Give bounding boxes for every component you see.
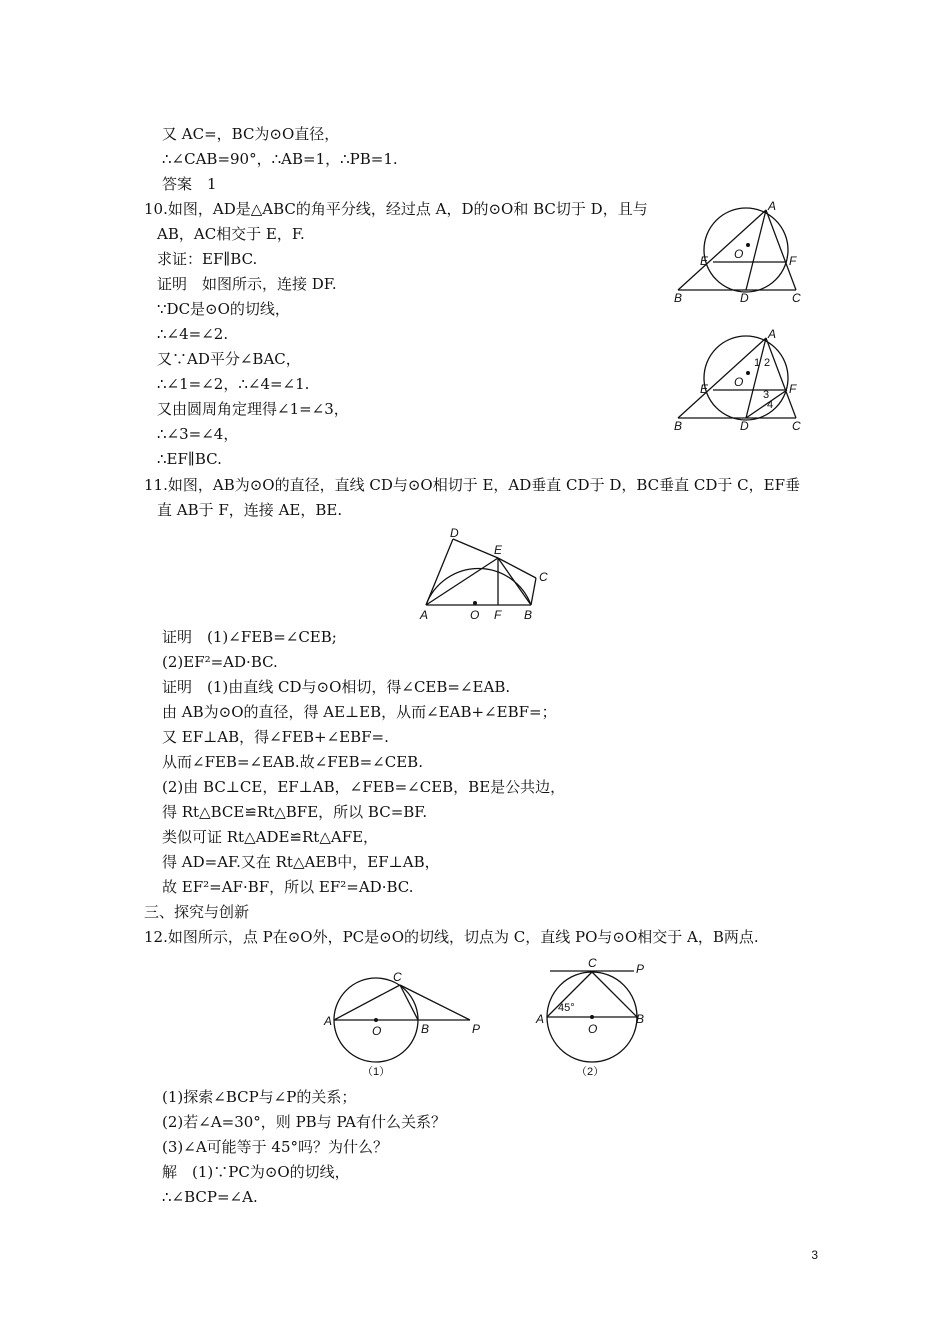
svg-text:1: 1 [754, 357, 761, 369]
svg-text:C: C [792, 419, 801, 433]
page-number: 3 [811, 1248, 818, 1262]
svg-text:（1）: （1） [362, 1066, 391, 1078]
text-line: ∴∠BCP=∠A. [162, 1188, 258, 1206]
figure-10-b [670, 326, 810, 436]
text-line: ∴∠1=∠2，∴∠4=∠1. [157, 375, 310, 393]
text-line: 从而∠FEB=∠EAB.故∠FEB=∠CEB. [162, 753, 423, 771]
svg-text:2: 2 [764, 357, 771, 369]
svg-text:E: E [494, 543, 503, 557]
text-line: 求证：EF∥BC. [157, 250, 258, 268]
text-line: 直 AB于 F，连接 AE，BE. [157, 501, 343, 519]
svg-text:B: B [674, 419, 683, 433]
text-line: 由 AB为⊙O的直径，得 AE⊥EB，从而∠EAB+∠EBF=； [162, 703, 557, 721]
svg-text:B: B [524, 608, 533, 622]
svg-text:O: O [372, 1024, 382, 1038]
text-line: 证明 (1)由直线 CD与⊙O相切，得∠CEB=∠EAB. [162, 678, 511, 696]
svg-text:C: C [588, 956, 597, 970]
svg-text:O: O [734, 247, 744, 261]
svg-text:E: E [700, 382, 709, 396]
problem-11-text: 11.如图，AB为⊙O的直径，直线 CD与⊙O相切于 E，AD垂直 CD于 D，BC垂直 CD于 C，EF垂 [144, 476, 801, 494]
svg-text:A: A [768, 327, 777, 341]
text-line: (2)若∠A=30°，则 PB与 PA有什么关系？ [162, 1113, 447, 1131]
svg-text:45°: 45° [558, 1002, 575, 1014]
text-line: ∵DC是⊙O的切线， [157, 300, 290, 318]
svg-text:A: A [420, 608, 429, 622]
svg-text:E: E [700, 254, 709, 268]
text-line: ∴∠4=∠2. [157, 325, 229, 343]
text-line: 又由圆周角定理得∠1=∠3， [157, 400, 349, 418]
figure-12-2 [530, 955, 670, 1080]
svg-text:4: 4 [767, 399, 774, 411]
problem-10-text: 10.如图，AD是△ABC的角平分线，经过点 A，D的⊙O和 BC切于 D，且与 [144, 200, 648, 218]
text-line: 解 (1)∵PC为⊙O的切线， [162, 1163, 350, 1181]
text-line: (3)∠A可能等于 45°吗？为什么？ [162, 1138, 389, 1156]
svg-text:D: D [450, 526, 459, 540]
svg-text:C: C [539, 570, 548, 584]
svg-text:F: F [789, 254, 797, 268]
figure-11 [418, 523, 568, 623]
svg-text:A: A [324, 1014, 333, 1028]
svg-text:P: P [472, 1022, 481, 1036]
svg-text:D: D [740, 291, 749, 305]
figure-12-1 [318, 955, 488, 1080]
svg-text:（2）: （2） [576, 1066, 605, 1078]
svg-text:A: A [536, 1012, 545, 1026]
text-line: 证明 (1)∠FEB=∠CEB; [162, 628, 337, 646]
text-line: (1)探索∠BCP与∠P的关系； [162, 1088, 357, 1106]
svg-text:B: B [636, 1012, 645, 1026]
text-line: AB，AC相交于 E，F. [157, 225, 305, 243]
svg-text:C: C [393, 970, 402, 984]
text-line: (2)由 BC⊥CE，EF⊥AB，∠FEB=∠CEB，BE是公共边， [162, 778, 566, 796]
svg-text:C: C [792, 291, 801, 305]
svg-text:3: 3 [763, 389, 770, 401]
problem-12-text: 12.如图所示，点 P在⊙O外，PC是⊙O的切线，切点为 C，直线 PO与⊙O相交于 A，B两点. [144, 928, 759, 946]
text-line: 类似可证 Rt△ADE≌Rt△AFE， [162, 828, 379, 846]
text-line: 又 AC=，BC为⊙O直径， [162, 125, 340, 143]
svg-text:P: P [636, 962, 645, 976]
svg-text:O: O [470, 608, 480, 622]
text-line: ∴∠3=∠4， [157, 425, 239, 443]
text-line: 得 AD=AF.又在 Rt△AEB中，EF⊥AB， [162, 853, 440, 871]
svg-text:B: B [421, 1022, 430, 1036]
text-line: 得 Rt△BCE≌Rt△BFE，所以 BC=BF. [162, 803, 428, 821]
text-line: 又∵AD平分∠BAC， [157, 350, 301, 368]
svg-text:D: D [740, 419, 749, 433]
text-line: (2)EF²=AD·BC. [162, 653, 278, 671]
text-line: ∴EF∥BC. [157, 450, 222, 468]
svg-text:O: O [734, 375, 744, 389]
svg-text:F: F [494, 608, 502, 622]
text-line: 故 EF²=AF·BF，所以 EF²=AD·BC. [162, 878, 414, 896]
text-line: 证明 如图所示，连接 DF. [157, 275, 337, 293]
section-heading: 三、探究与创新 [144, 903, 250, 921]
svg-text:B: B [674, 291, 683, 305]
svg-text:A: A [768, 199, 777, 213]
svg-text:F: F [789, 382, 797, 396]
svg-text:O: O [588, 1022, 598, 1036]
figure-10-a [670, 198, 810, 308]
text-line: ∴∠CAB=90°，∴AB=1，∴PB=1. [162, 150, 398, 168]
text-line: 答案 1 [162, 175, 217, 193]
text-line: 又 EF⊥AB，得∠FEB+∠EBF=. [162, 728, 389, 746]
